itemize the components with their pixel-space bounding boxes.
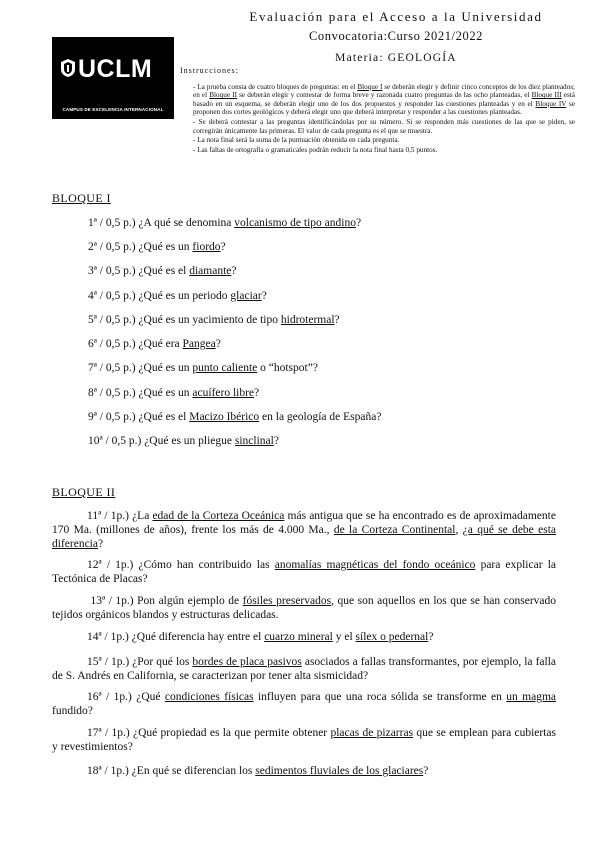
underlined-term: volcanismo de tipo andino: [234, 217, 356, 229]
underlined-term: hidrotermal: [280, 314, 335, 326]
text-segment: se deberán elegir y contestar de forma breve y razonada cuatro preguntas de las ocho planteadas, el: [236, 91, 532, 100]
instruction-item: [193, 136, 575, 144]
text-segment: - Se deberá contestar a las preguntas identificándolas por su número. Si se responden más cuestiones de las que se piden, se corregirán únicamente las primeras. El valor de cada pregunta es el que se muestra.: [193, 118, 575, 135]
underlined-term: fósiles preservados: [242, 595, 332, 607]
bloque-2-title: BLOQUE II: [52, 485, 116, 499]
bloque-1-question: [88, 216, 558, 230]
underlined-term: sílex o pedernal: [355, 631, 429, 643]
text-segment: 1ª / 0,5 p.) ¿A qué se denomina: [88, 217, 235, 229]
text-segment: 11ª / 1p.) ¿La: [87, 510, 153, 522]
text-segment: ?: [423, 765, 429, 777]
bloque-1-question: [88, 361, 558, 375]
text-segment: ?: [261, 290, 267, 302]
bloque-1-question: [88, 313, 558, 327]
bloque-1-question: [88, 264, 558, 278]
text-segment: ?: [273, 435, 279, 447]
underlined-term: acuífero libre: [192, 387, 255, 399]
text-segment: 18ª / 1p.) ¿En qué se diferencian los: [87, 765, 256, 777]
text-segment: ?: [355, 217, 362, 229]
bloque-1-question: [88, 240, 558, 254]
text-segment: 8ª / 0,5 p.) ¿Qué es un: [88, 387, 193, 399]
text-segment: - La nota final será la suma de la puntuación obtenida en cada pregunta.: [193, 136, 400, 145]
bloque-2-question: [52, 558, 556, 586]
text-segment: 4ª / 0,5 p.) ¿Qué es un periodo: [88, 290, 231, 302]
bloque-1-title: BLOQUE I: [52, 191, 111, 205]
text-segment: más antigua que se ha encontrado es de aproximadamente 170 Ma. (millones de años), frente los más de 4.000 Ma.,: [52, 510, 556, 536]
bloque-1-question: [88, 386, 558, 400]
instruction-item: [193, 146, 575, 154]
underlined-term: ¿a qué se debe esta diferencia: [52, 524, 556, 550]
underlined-term: glaciar: [230, 290, 262, 302]
underlined-term: Macizo Ibérico: [189, 411, 260, 423]
bloque-1-question: [88, 434, 558, 448]
underlined-term: edad de la Corteza Oceánica: [152, 510, 285, 522]
exam-convocatoria: Convocatoria:Curso 2021/2022: [308, 29, 484, 43]
bloque-2-question: [52, 630, 556, 644]
underlined-term: Bloque II: [209, 91, 237, 100]
underlined-term: sinclinal: [234, 435, 274, 447]
text-segment: 6ª / 0,5 p.) ¿Qué era: [88, 338, 183, 350]
underlined-term: Pangea: [182, 338, 216, 350]
underlined-term: sedimentos fluviales de los glaciares: [255, 765, 424, 777]
bloque-1-question: [88, 337, 558, 351]
instructions-list: [193, 83, 575, 156]
text-segment: 3ª / 0,5 p.) ¿Qué es el: [88, 265, 190, 277]
text-segment: asociados a fallas transformantes, por ejemplo, la falla de S. Andrés en California, se caracterizan por tener alta sismicidad?: [52, 656, 556, 682]
underlined-term: Bloque III: [531, 91, 562, 100]
text-segment: ?: [428, 631, 434, 643]
bloque-2-question: [52, 655, 556, 683]
instruction-item: [193, 118, 575, 135]
text-segment: ?: [220, 241, 226, 253]
text-segment: , que son aquellos en los que se han conservado tejidos orgánicos blandos y estructuras delicadas.: [52, 595, 557, 621]
text-segment: 17ª / 1p.) ¿Qué propiedad es la que permite obtener: [87, 727, 331, 739]
text-segment: ?: [97, 538, 104, 550]
text-segment: se proponen dos cortes geológicos y deberá elegir uno que deberá interpretar y responder a las cuestiones planteadas.: [193, 99, 575, 117]
underlined-term: fiordo: [192, 241, 221, 253]
text-segment: 14ª / 1p.) ¿Qué diferencia hay entre el: [87, 631, 265, 643]
underlined-term: punto caliente: [192, 362, 258, 374]
text-segment: que se emplean para cubiertas y revestimientos?: [52, 727, 556, 753]
text-segment: está basado en un esquema, se deberán elegir uno de los dos propuestos y responder las cuestiones planteadas y en el: [193, 91, 575, 108]
text-segment: 10ª / 0,5 p.) ¿Qué es un pliegue: [88, 435, 235, 447]
text-segment: - Las faltas de ortografía o gramaticales podrán reducir la nota final hasta 0,5 puntos.: [193, 146, 438, 155]
underlined-term: anomalías magnéticas del fondo oceánico: [274, 559, 476, 571]
text-segment: 12ª / 1p.) ¿Cómo han contribuido las: [87, 559, 275, 571]
text-segment: - La prueba consta de cuatro bloques de preguntas: en el: [193, 83, 358, 91]
bloque-1-question: [88, 410, 558, 424]
text-segment: 5ª / 0,5 p.) ¿Qué es un yacimiento de tipo: [88, 314, 281, 326]
text-segment: ?: [254, 387, 260, 399]
bloque-2-question: [52, 726, 556, 754]
uclm-logo: [52, 37, 174, 119]
text-segment: se deberán elegir y definir cinco conceptos de los diez planteados; en el: [193, 83, 575, 100]
instruction-item: [193, 83, 575, 117]
underlined-term: bordes de placa pasivos: [192, 656, 302, 668]
text-segment: ?: [334, 314, 340, 326]
exam-title: Evaluación para el Acceso a la Universidad: [249, 9, 543, 24]
exam-subject: Materia: GEOLOGÍA: [335, 52, 457, 64]
uclm-emblem-icon: [61, 59, 75, 77]
bloque-2-question: [52, 690, 556, 718]
text-segment: 9ª / 0,5 p.) ¿Qué es el: [88, 411, 190, 423]
text-segment: ?: [231, 265, 237, 277]
underlined-term: placas de pizarras: [330, 727, 414, 739]
text-segment: 16ª / 1p.) ¿Qué: [87, 691, 165, 703]
underlined-term: diamante: [189, 265, 232, 277]
logo-subtitle: CAMPUS DE EXCELENCIA INTERNACIONAL: [62, 107, 164, 112]
text-segment: ,: [455, 524, 463, 536]
text-segment: ?: [215, 338, 221, 350]
text-segment: 2ª / 0,5 p.) ¿Qué es un: [88, 241, 193, 253]
underlined-term: cuarzo mineral: [264, 631, 333, 643]
text-segment: influyen para que una roca sólida se transforme en: [253, 691, 507, 703]
text-segment: en la geología de España?: [259, 411, 382, 423]
bloque-2-question: [52, 509, 556, 551]
underlined-term: un magma: [506, 691, 556, 703]
underlined-term: de la Corteza Continental: [333, 524, 456, 536]
text-segment: para explicar la Tectónica de Placas?: [52, 559, 556, 585]
bloque-1-question: [88, 289, 558, 303]
bloque-2-question: [52, 594, 556, 622]
text-segment: 7ª / 0,5 p.) ¿Qué es un: [88, 362, 193, 374]
bloque-2-question: [52, 764, 556, 778]
text-segment: fundido?: [52, 705, 93, 717]
text-segment: y el: [332, 631, 356, 643]
underlined-term: condiciones físicas: [164, 691, 254, 703]
text-segment: 15ª / 1p.) ¿Por qué los: [87, 656, 193, 668]
underlined-term: Bloque IV: [535, 99, 567, 108]
text-segment: o “hotspot”?: [257, 362, 318, 374]
text-segment: 13ª / 1p.) Pon algún ejemplo de: [87, 595, 243, 607]
instructions-title: Instrucciones:: [180, 66, 239, 75]
logo-wordmark: UCLM: [78, 55, 153, 83]
underlined-term: Bloque I: [357, 83, 383, 91]
